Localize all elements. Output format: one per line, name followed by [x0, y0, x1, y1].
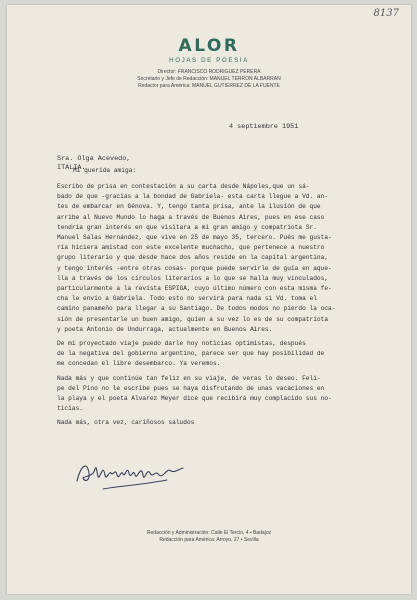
staff-secretary: Secretario y Jefe de Redacción: MANUEL TERRON ALBARRAN: [137, 76, 281, 82]
staff-director: Director: FRANCISCO RODRIGUEZ PERERA: [157, 69, 261, 75]
letter-sheet: [7, 5, 411, 594]
archive-number: 8137: [373, 8, 399, 19]
body-line: y poeta Antonio de Undurraga, actualmente en Buenos Aires.: [57, 325, 273, 333]
body-line: grupo literario y que desde hace dos años reside en la capital argentina,: [57, 254, 329, 262]
letterhead-staff: [7, 69, 411, 90]
body-line: bado de que -gracias a la bondad de Gabriela- esta carta llegue a Vd. an-: [57, 193, 329, 201]
paragraph-1: [57, 182, 379, 335]
body-line: ticias.: [57, 405, 83, 413]
body-line: pe del Pino no le escribe pues se haya disfrutando de unas vacaciones en: [57, 384, 325, 392]
body-line: camino panameño para llegar a su Santiago. De todos modos no pierdo la oca-: [57, 305, 336, 313]
footer-address-america: Redacción para América: Arroyo, 27 • Sevilla: [159, 537, 259, 543]
salutation: Mi querida amiga:: [73, 167, 137, 174]
body-line: Nada más y que continúe tan feliz en su viaje, de veras lo deseo. Feli-: [57, 374, 321, 382]
footer-address-spain: Redacción y Administración: Calle El Tercio, 4 • Badajoz: [146, 530, 272, 536]
body-line: me concedan el libre desembarco. Ya veremos.: [57, 360, 221, 368]
letterhead: [7, 36, 411, 90]
letterhead-logo: ALOR: [178, 36, 240, 56]
handwritten-signature: [71, 453, 191, 497]
staff-america-editor: Redactor para América: MANUEL GUTIERREZ DE LA FUENTE: [138, 83, 280, 89]
letterhead-footer: [7, 530, 411, 544]
paragraph-2: [57, 339, 379, 370]
letterhead-subtitle: HOJAS DE POESIA: [169, 57, 249, 64]
body-line: De mi proyectado viaje puedo darle hoy noticias optimistas, después: [57, 340, 306, 348]
letter-date: 4 septiembre 1951: [229, 123, 299, 131]
body-line: tendría gran interés en que visitara a mi gran amigo y compatriota Sr.: [57, 223, 317, 231]
body-line: y tengo interés -entre otras cosas- porque puede servirle de guía en aque-: [57, 264, 332, 272]
body-line: particularmente a la revista ESPIGA, cuyo último número con esta misma fe-: [57, 285, 332, 293]
body-line: sión de presentarle un buen amigo, quien a su vez lo es de su compatriota: [57, 315, 329, 323]
body-line: tes de embarcar en Génova. Y, tengo tanta prisa, ante la ilusión de que: [57, 203, 321, 211]
body-line: de la negativa del gobierno argentino, parece ser que hay posibilidad de: [57, 350, 325, 358]
body-line: lla a través de los círculos literarios a lo que se halla muy vinculados,: [57, 274, 329, 282]
body-line: la playa y el poeta Alvarez Meyer dice que recibirá muy complacido sus no-: [57, 395, 332, 403]
closing-line: Nada más, otra vez, cariñosos saludos: [57, 419, 195, 427]
paragraph-closing: [57, 418, 379, 428]
recipient-country: ITALIA.: [57, 164, 86, 172]
body-line: ría hiciera amistad con este excelente muchacho, que pertenece a nuestro: [57, 244, 325, 252]
body-line: arribe al Nuevo Mundo lo haga a través de Buenos Aires, pues en ese caso: [57, 213, 325, 221]
body-line: cha le envío a Gabriela. Todo esto no servirá para nada si Vd. toma el: [57, 295, 317, 303]
body-line: Manuel Salas Hernández, que vive en 25 de mayo 35, tercero. Pués me gusta-: [57, 234, 332, 242]
body-line: Escribo de prisa en contestación a su carta desde Nápoles,que un sá-: [57, 183, 310, 190]
paragraph-3: [57, 374, 379, 415]
recipient-name: Sra. Olga Acevedo,: [57, 155, 131, 163]
